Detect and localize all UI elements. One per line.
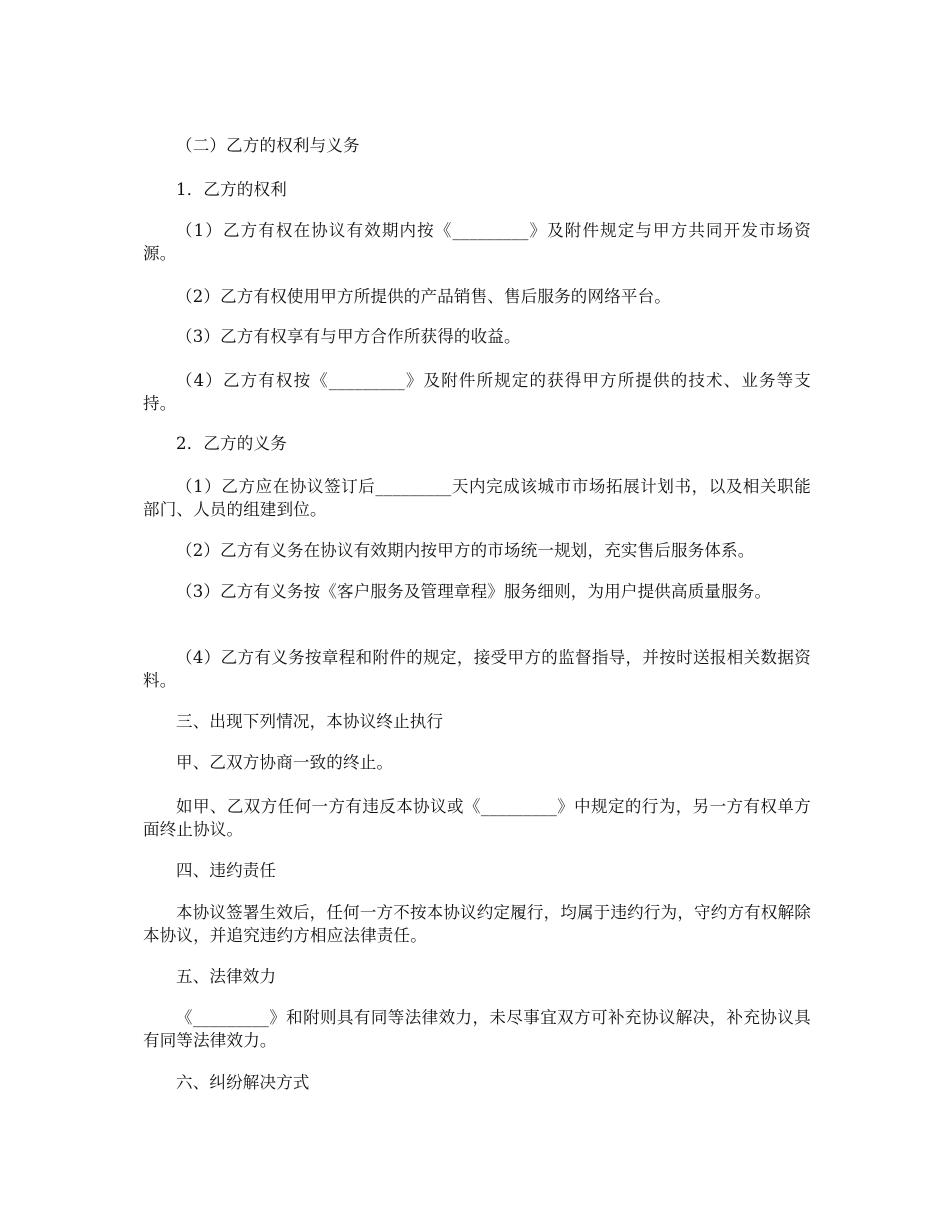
section-heading-breach-liability: 四、违约责任 <box>176 861 277 880</box>
clause-paragraph: 本协议签署生效后，任何一方不按本协议约定履行，均属于违约行为，守约方有权解除本协议，并追究违约方相应法律责任。 <box>143 903 811 945</box>
clause-paragraph: （2）乙方有义务在协议有效期内按甲方的市场统一规划，充实售后服务体系。 <box>176 541 755 560</box>
section-heading-legal-effect: 五、法律效力 <box>176 967 277 986</box>
clause-paragraph: （3）乙方有权享有与甲方合作所获得的收益。 <box>176 327 521 346</box>
clause-paragraph: 甲、乙双方协商一致的终止。 <box>176 753 394 772</box>
clause-paragraph: （2）乙方有权使用甲方所提供的产品销售、售后服务的网络平台。 <box>176 287 671 306</box>
section-heading-party-b-rights-obligations: （二）乙方的权利与义务 <box>176 136 360 155</box>
clause-paragraph: （3）乙方有义务按《客户服务及管理章程》服务细则，为用户提供高质量服务。 <box>176 582 772 601</box>
subheading-party-b-obligations: 2．乙方的义务 <box>176 434 287 453</box>
clause-paragraph: （1）乙方有权在协议有效期内按《_________》及附件规定与甲方共同开发市场资源。 <box>143 221 811 263</box>
section-heading-termination: 三、出现下列情况，本协议终止执行 <box>176 712 444 731</box>
clause-paragraph: （1）乙方应在协议签订后_________天内完成该城市市场拓展计划书，以及相关职能部门、人员的组建到位。 <box>143 477 811 519</box>
clause-paragraph: 《_________》和附则具有同等法律效力，未尽事宜双方可补充协议解决，补充协议具有同等法律效力。 <box>143 1008 811 1050</box>
subheading-party-b-rights: 1．乙方的权利 <box>176 180 287 199</box>
clause-paragraph: 如甲、乙双方任何一方有违反本协议或《_________》中规定的行为，另一方有权单方面终止协议。 <box>143 797 811 839</box>
section-heading-dispute-resolution: 六、纠纷解决方式 <box>176 1073 310 1092</box>
clause-paragraph: （4）乙方有权按《_________》及附件所规定的获得甲方所提供的技术、业务等支持。 <box>143 371 811 413</box>
clause-paragraph: （4）乙方有义务按章程和附件的规定，接受甲方的监督指导，并按时送报相关数据资料。 <box>143 648 811 690</box>
